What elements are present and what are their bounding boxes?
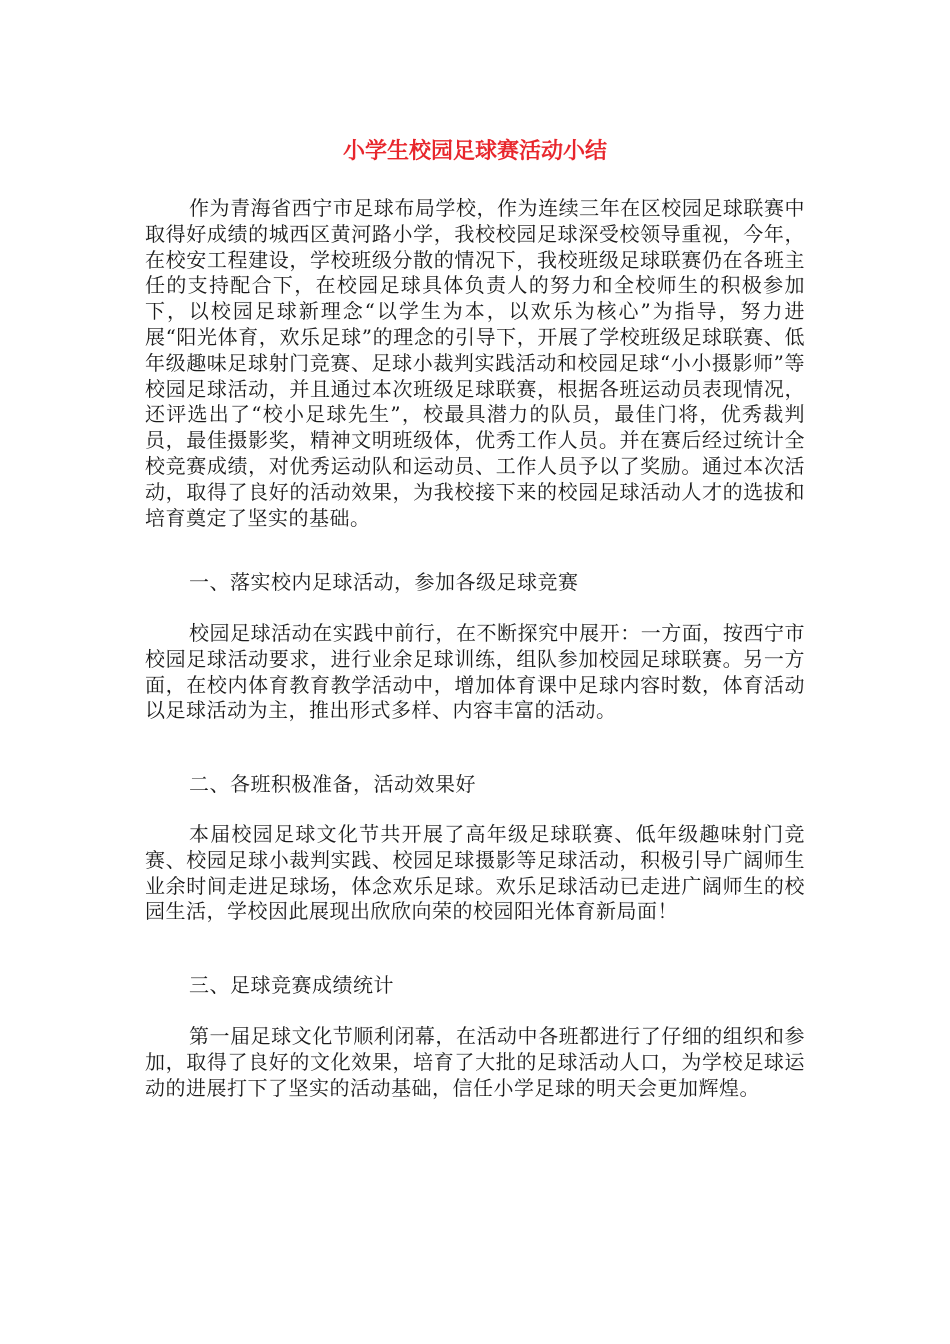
section-heading-1: 一、落实校内足球活动，参加各级足球竞赛 <box>189 570 579 594</box>
paragraph-intro: 作为青海省西宁市足球布局学校，作为连续三年在区校园足球联赛中取得好成绩的城西区黄河路小学，我校校园足球深受校领导重视，今年，在校安工程建设，学校班级分散的情况下，我校班级足球联赛仍在各班主任的支持配合下，在校园足球具体负责人的努力和全校师生的积极参加下，以校园足球新理念“以学生为本，以欢乐为核心”为指导，努力进展“阳光体育，欢乐足球”的理念的引导下，开展了学校班级足球联赛、低年级趣味足球射门竞赛、足球小裁判实践活动和校园足球“小小摄影师”等校园足球活动，并且通过本次班级足球联赛，根据各班运动员表现情况，还评选出了“校小足球先生”，校最具潜力的队员，最佳门将，优秀裁判员，最佳摄影奖，精神文明班级体，优秀工作人员。并在赛后经过统计全校竞赛成绩，对优秀运动队和运动员、工作人员予以了奖励。通过本次活动，取得了良好的活动效果，为我校接下来的校园足球活动人才的选拔和培育奠定了坚实的基础。 <box>145 196 805 530</box>
document-title: 小学生校园足球赛活动小结 <box>342 139 607 164</box>
paragraph-section-3: 第一届足球文化节顺利闭幕，在活动中各班都进行了仔细的组织和参加，取得了良好的文化效果，培育了大批的足球活动人口，为学校足球运动的进展打下了坚实的活动基础，信任小学足球的明天会更加辉煌。 <box>145 1024 805 1100</box>
section-heading-2: 二、各班积极准备，活动效果好 <box>189 772 476 796</box>
section-heading-3: 三、足球竞赛成绩统计 <box>189 973 394 997</box>
paragraph-section-2: 本届校园足球文化节共开展了高年级足球联赛、低年级趣味射门竞赛、校园足球小裁判实践、校园足球摄影等足球活动，积极引导广阔师生业余时间走进足球场，体念欢乐足球。欢乐足球活动已走进广阔师生的校园生活，学校因此展现出欣欣向荣的校园阳光体育新局面！ <box>145 822 805 924</box>
paragraph-section-1: 校园足球活动在实践中前行，在不断探究中展开：一方面，按西宁市校园足球活动要求，进行业余足球训练，组队参加校园足球联赛。另一方面，在校内体育教育教学活动中，增加体育课中足球内容时数，体育活动以足球活动为主，推出形式多样、内容丰富的活动。 <box>145 621 805 723</box>
